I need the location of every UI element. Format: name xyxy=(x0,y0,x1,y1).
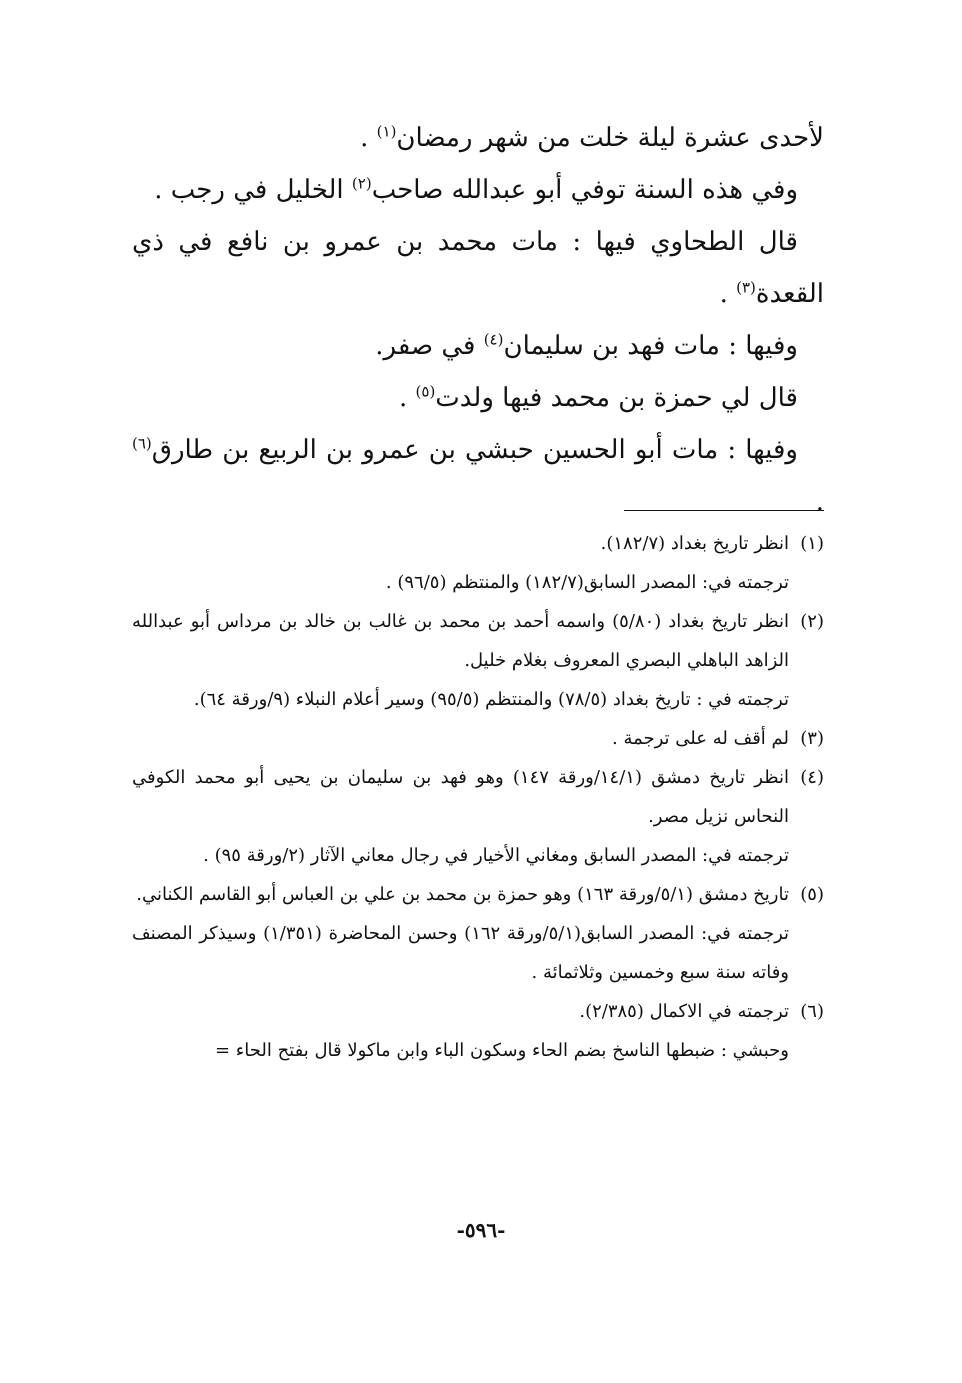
footnote xyxy=(132,992,824,1031)
text-run: في صفر. xyxy=(375,331,484,361)
footnotes xyxy=(132,524,824,1070)
footnote xyxy=(132,758,824,836)
footnote xyxy=(132,719,824,758)
main-paragraph xyxy=(132,424,824,528)
text-run: . xyxy=(815,487,824,517)
footnote-ref[interactable]: (٢) xyxy=(351,174,372,193)
footnote-text: تاريخ دمشق (٥/١/ورقة ١٦٣) وهو حمزة بن محمد بن علي بن العباس أبو القاسم الكناني. xyxy=(136,884,789,905)
footnote xyxy=(132,875,824,914)
footnote-separator xyxy=(624,510,824,511)
footnote-continuation: ترجمته في : تاريخ بغداد (٧٨/٥) والمنتظم (٩٥/٥) وسير أعلام النبلاء (٩/ورقة ٦٤). xyxy=(193,689,789,710)
text-run: قال لي حمزة بن محمد فيها ولدت xyxy=(435,383,798,413)
footnote-ref[interactable]: (١) xyxy=(376,122,397,141)
main-paragraph xyxy=(132,216,824,320)
footnote-ref[interactable]: (٤) xyxy=(483,330,504,349)
main-paragraph xyxy=(132,164,824,216)
footnote-text: انظر تاريخ دمشق (١٤/١/ورقة ١٤٧) وهو فهد بن سليمان بن يحيى أبو محمد الكوفي النحاس نزيل مصر. xyxy=(132,767,789,827)
text-run: قال الطحاوي فيها : مات محمد بن عمرو بن نافع في ذي القعدة xyxy=(132,227,824,309)
footnote-ref[interactable]: (٦) xyxy=(132,434,152,453)
footnote-continuation: وحبشي : ضبطها الناسخ بضم الحاء وسكون الباء وابن ماكولا قال بفتح الحاء = xyxy=(214,1040,789,1061)
footnote-continuation: ترجمته في: المصدر السابق(٥/١/ورقة ١٦٢) وحسن المحاضرة (١/٣٥١) وسيذكر المصنف وفاته سنة سبع وخمسين وثلاثمائة . xyxy=(132,923,790,983)
footnote xyxy=(132,602,824,680)
text-run: وفي هذه السنة توفي أبو عبدالله صاحب xyxy=(371,175,798,205)
main-paragraph xyxy=(132,372,824,424)
footnote-continuation: ترجمته في: المصدر السابق ومغاني الأخيار في رجال معاني الآثار (٢/ورقة ٩٥) . xyxy=(203,845,789,866)
text-run: لأحدى عشرة ليلة خلت من شهر رمضان xyxy=(396,123,824,153)
text-run: وفيها : مات أبو الحسين حبشي بن عمرو بن الربيع بن طارق xyxy=(151,435,798,465)
text-run: . xyxy=(360,123,377,153)
text-run: . xyxy=(398,383,416,413)
footnote-text: ترجمته في الاكمال (٢/٣٨٥). xyxy=(579,1001,789,1022)
text-run: وفيها : مات فهد بن سليمان xyxy=(503,331,798,361)
footnote xyxy=(132,524,824,563)
text-run: الخليل في رجب . xyxy=(154,175,352,205)
main-paragraph xyxy=(132,320,824,372)
footnote-number: (١) xyxy=(800,533,824,554)
main-text xyxy=(132,112,824,528)
page-number: -٥٩٦- xyxy=(456,1218,506,1242)
main-paragraph xyxy=(132,112,824,164)
footnote-number: (٦) xyxy=(800,1001,824,1022)
footnote-continuation: ترجمته في: المصدر السابق(١٨٢/٧) والمنتظم (٩٦/٥) . xyxy=(385,572,789,593)
footnote-number: (٥) xyxy=(800,884,824,905)
footnote-ref[interactable]: (٥) xyxy=(415,382,436,401)
footnote-number: (٣) xyxy=(800,728,824,749)
footnote-text: لم أقف له على ترجمة . xyxy=(612,728,789,749)
footnote-number: (٤) xyxy=(800,767,824,788)
text-run: . xyxy=(719,279,737,309)
footnote-text: انظر تاريخ بغداد (١٨٢/٧). xyxy=(600,533,789,554)
footnote-number: (٢) xyxy=(800,611,824,632)
footnote-text: انظر تاريخ بغداد (٥/٨٠) واسمه أحمد بن محمد بن غالب بن خالد بن مرداس أبو عبدالله الزاهد الباهلي البصري المعروف بغلام خليل. xyxy=(132,611,789,671)
footnote-ref[interactable]: (٣) xyxy=(736,278,756,297)
